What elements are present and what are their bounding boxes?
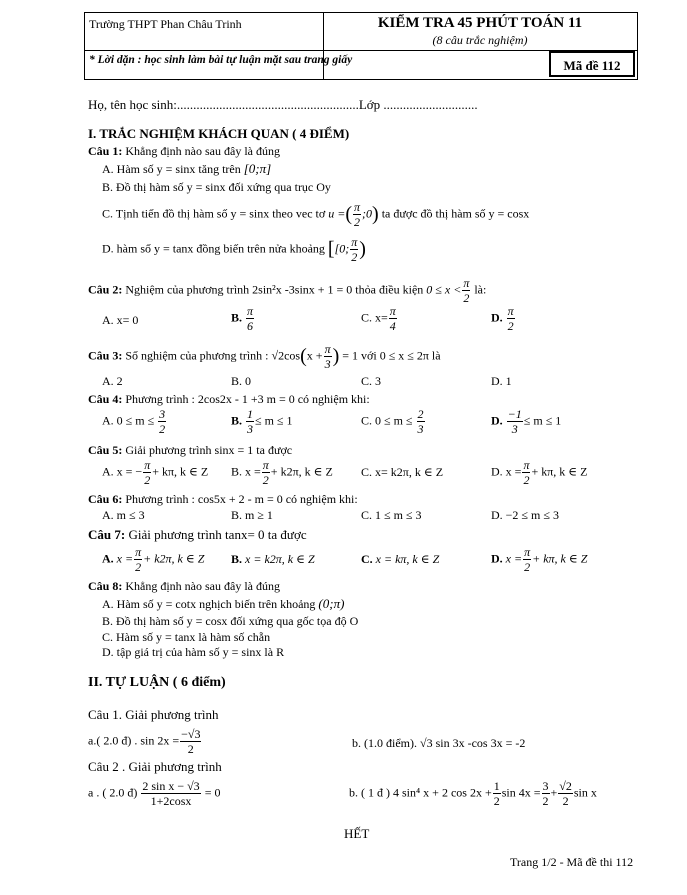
- question-7: [88, 527, 307, 543]
- part1-title: I. TRẮC NGHIỆM KHÁCH QUAN ( 4 ĐIỂM): [88, 126, 350, 141]
- fraction-num: π: [524, 545, 531, 559]
- equation: b. (1.0 điểm).: [352, 736, 417, 750]
- fraction: [180, 728, 201, 755]
- option-math: x =: [505, 551, 523, 566]
- fraction-den: 2: [507, 319, 514, 333]
- question-4: [88, 392, 370, 407]
- fraction-num: √2: [559, 779, 572, 793]
- fraction: [493, 780, 501, 807]
- option-letter: D.: [491, 310, 503, 325]
- q8-option-d: D. tập giá trị của hàm số y = sinx là R: [102, 645, 285, 659]
- equation: x +: [306, 348, 323, 363]
- q2-option-a: A. x= 0: [102, 313, 139, 327]
- q4-option-b: [231, 408, 293, 435]
- option-math: (0;π): [318, 596, 345, 611]
- question-label: Câu 2:: [88, 282, 123, 297]
- question-5: [88, 443, 292, 458]
- part2-q2a: [88, 780, 220, 807]
- fraction: [389, 305, 397, 332]
- question-1: [88, 144, 280, 159]
- q4-option-d: [491, 408, 561, 435]
- condition: 0 ≤ x <: [426, 282, 462, 297]
- question-label: Câu 3:: [88, 348, 123, 363]
- question-label: Câu 8:: [88, 579, 123, 593]
- fraction-den: 2: [187, 742, 194, 756]
- exam-title: KIỂM TRA 45 PHÚT TOÁN 11: [377, 15, 583, 31]
- question-text: Khẳng định nào sau đây là đúng: [125, 144, 280, 158]
- part2-q1a: [88, 728, 202, 755]
- option-text: D. x =: [491, 464, 522, 479]
- fraction-num: 2 sin x − √3: [142, 779, 200, 793]
- fraction-den: 2: [351, 250, 358, 264]
- q5-option-d: [491, 459, 588, 486]
- fraction-num: 1: [493, 779, 500, 793]
- q4-option-c: [361, 408, 426, 435]
- question-text: Giải phương trình sinx = 1 ta được: [125, 443, 293, 457]
- question-text: Giải phương trình tanx= 0 ta được: [128, 527, 307, 542]
- question-3: Câu 3: Số nghiệm của phương trình : √2cos(x + $\frac{\pi}{3}$ ) = 1 với 0 ≤ x ≤ 2π là: [88, 342, 441, 371]
- fraction-num: 3: [159, 407, 166, 421]
- part2-q2b: [349, 780, 597, 807]
- fraction: [134, 546, 142, 573]
- fraction-num: π: [262, 458, 269, 472]
- q2-option-d: [491, 305, 516, 332]
- option-letter: B.: [231, 552, 243, 566]
- q1-option-a: [102, 161, 271, 177]
- fraction-den: 2: [159, 422, 166, 436]
- part2-question-1: Câu 1. Giải phương trình: [88, 707, 219, 722]
- option-math: + k2π, k ∈ Z: [143, 551, 205, 566]
- fraction: [542, 780, 550, 807]
- fraction-num: 1: [247, 407, 254, 421]
- equation: = 0: [204, 785, 221, 800]
- fraction-den: 2: [562, 794, 569, 808]
- q7-option-c: [361, 552, 439, 567]
- fraction-den: 2: [524, 560, 531, 574]
- fraction: [523, 546, 531, 573]
- option-text: C. x=: [361, 310, 388, 325]
- question-text: Nghiệm của phương trình 2sin²x -3sinx + 1 = 0 thỏa điều kiện: [125, 282, 424, 297]
- fraction-num: π: [351, 235, 358, 249]
- q4-option-a: [102, 408, 167, 435]
- question-2: [88, 277, 486, 304]
- fraction-num: 3: [542, 779, 549, 793]
- fraction-num: −1: [507, 407, 522, 421]
- q1-option-d: D. hàm số y = tanx đồng biến trên nửa khoảng [[0; $\frac{\pi}{2}$ ): [102, 235, 366, 264]
- option-math: x =: [116, 551, 134, 566]
- school-name: Trường THPT Phan Châu Trinh: [89, 17, 242, 31]
- question-8: [88, 579, 280, 594]
- fraction-den: 6: [247, 319, 254, 333]
- q1-option-b: B. Đồ thị hàm số y = sinx đối xứng qua trục Oy: [102, 180, 331, 194]
- q5-option-b: [231, 459, 333, 486]
- option-letter: D.: [491, 551, 503, 566]
- equation: sin x: [573, 785, 597, 800]
- q7-option-b: [231, 552, 315, 567]
- option-math: [0;π]: [243, 161, 272, 176]
- option-text: + kπ, k ∈ Z: [531, 464, 588, 479]
- fraction: [558, 780, 573, 807]
- fraction: [522, 459, 530, 486]
- option-text: + kπ, k ∈ Z: [152, 464, 209, 479]
- question-label: Câu 4:: [88, 392, 123, 406]
- fraction: [350, 236, 358, 263]
- fraction-den: 3: [511, 422, 518, 436]
- option-text: ta được đồ thị hàm số y = cosx: [381, 206, 530, 221]
- option-text: B. x =: [231, 464, 261, 479]
- fraction-den: 1+2cosx: [150, 794, 192, 808]
- fraction-den: 3: [324, 357, 331, 371]
- option-math: [0;: [334, 241, 350, 256]
- exam-note: * Lời dặn : học sinh làm bài tự luận mặt sau trang giấy: [89, 54, 353, 66]
- part2-q1b: [352, 736, 525, 751]
- fraction: [507, 305, 515, 332]
- fraction-den: 2: [135, 560, 142, 574]
- equation: a . ( 2.0 đ): [88, 785, 138, 800]
- q3-option-a: A. 2: [102, 374, 123, 388]
- option-letter: B.: [231, 310, 243, 325]
- fraction: [246, 408, 254, 435]
- option-text: A. Hàm số y = sinx tăng trên: [102, 162, 241, 176]
- page-footer: Trang 1/2 - Mã đề thi 112: [510, 855, 634, 869]
- exam-subtitle: (8 câu trắc nghiệm): [432, 33, 528, 47]
- equation: b. ( 1 đ ) 4 sin⁴ x + 2 cos 2x +: [349, 785, 492, 800]
- fraction: [353, 201, 361, 228]
- fraction-num: π: [354, 200, 361, 214]
- question-6: [88, 492, 358, 507]
- option-text: C. 0 ≤ m ≤: [361, 413, 413, 428]
- question-label: Câu 1:: [88, 144, 123, 158]
- question-label: Câu 5:: [88, 443, 123, 457]
- q6-option-c: C. 1 ≤ m ≤ 3: [361, 508, 422, 522]
- fraction-num: π: [144, 458, 151, 472]
- fraction-den: 2: [542, 794, 549, 808]
- option-text: A. 0 ≤ m ≤: [102, 413, 155, 428]
- fraction-den: 3: [247, 422, 254, 436]
- q5-option-a: [102, 459, 208, 486]
- q3-option-d: D. 1: [491, 374, 512, 388]
- fraction-den: 2: [523, 473, 530, 487]
- fraction: [246, 305, 254, 332]
- fraction-den: 2: [493, 794, 500, 808]
- option-text: + k2π, k ∈ Z: [270, 464, 333, 479]
- fraction-den: 3: [417, 422, 424, 436]
- equation: √2cos: [271, 348, 301, 363]
- fraction: [462, 277, 470, 304]
- end-marker: HẾT: [344, 826, 370, 841]
- vector-label: u =: [328, 206, 346, 221]
- option-text: ≤ m ≤ 1: [255, 413, 293, 428]
- part2-question-2: Câu 2 . Giải phương trình: [88, 759, 222, 774]
- question-text: Phương trình : 2cos2x - 1 +3 m = 0 có nghiệm khi:: [125, 392, 370, 406]
- fraction-num: π: [135, 545, 142, 559]
- question-text: Phương trình : cos5x + 2 - m = 0 có nghiệm khi:: [125, 492, 358, 506]
- fraction: [262, 459, 270, 486]
- fraction: [417, 408, 425, 435]
- equation: sin 4x =: [501, 785, 541, 800]
- option-text: A. x = −: [102, 464, 143, 479]
- q6-option-a: A. m ≤ 3: [102, 508, 145, 522]
- option-math: + kπ, k ∈ Z: [532, 551, 588, 566]
- q7-option-a: [102, 546, 204, 573]
- q6-option-d: D. −2 ≤ m ≤ 3: [491, 508, 559, 522]
- fraction-num: π: [463, 276, 470, 290]
- option-text: C. Tịnh tiến đồ thị hàm số y = sinx theo vec tơ: [102, 206, 326, 221]
- option-letter: B.: [231, 413, 243, 428]
- fraction-den: 2: [463, 291, 470, 305]
- part2-title: II. TỰ LUẬN ( 6 điểm): [88, 675, 226, 690]
- option-math: x = kπ, k ∈ Z: [375, 552, 440, 566]
- question-label: Câu 7:: [88, 527, 126, 542]
- equation: +: [550, 785, 558, 800]
- equation: a.( 2.0 đ) . sin 2x =: [88, 733, 180, 748]
- student-line: Họ, tên học sinh:........................................................Lớp .............................: [88, 97, 478, 112]
- q6-option-b: B. m ≥ 1: [231, 508, 273, 522]
- exam-header: [84, 12, 638, 80]
- fraction: [324, 343, 332, 370]
- option-text: ≤ m ≤ 1: [523, 413, 562, 428]
- fraction-num: π: [389, 304, 396, 318]
- fraction-num: π: [523, 458, 530, 472]
- exam-code: Mã đề 112: [549, 51, 635, 77]
- fraction-den: 4: [389, 319, 396, 333]
- fraction-num: π: [324, 342, 331, 356]
- option-letter: A.: [102, 551, 114, 566]
- option-text: A. Hàm số y = cotx nghịch biến trên khoảng: [102, 597, 316, 611]
- fraction: [158, 408, 166, 435]
- q5-option-c: C. x= k2π, k ∈ Z: [361, 465, 444, 479]
- question-text: Số nghiệm của phương trình :: [125, 348, 269, 363]
- option-letter: D.: [491, 413, 503, 428]
- fraction-den: 2: [354, 215, 360, 229]
- question-text: là:: [474, 282, 487, 297]
- fraction-num: −√3: [181, 727, 201, 741]
- q8-option-a: [102, 596, 344, 612]
- fraction: [141, 780, 200, 807]
- fraction-num: 2: [417, 407, 424, 421]
- fraction-num: π: [507, 304, 514, 318]
- option-letter: C.: [361, 552, 373, 566]
- fraction-den: 2: [262, 473, 269, 487]
- fraction: [143, 459, 151, 486]
- option-text: D. hàm số y = tanx đồng biến trên nửa khoảng: [102, 241, 325, 256]
- q3-option-b: B. 0: [231, 374, 252, 388]
- q7-option-d: [491, 546, 587, 573]
- option-math: x = k2π, k ∈ Z: [245, 552, 315, 566]
- fraction-den: 2: [144, 473, 151, 487]
- fraction-num: π: [247, 304, 254, 318]
- q1-option-c: C. Tịnh tiến đồ thị hàm số y = sinx theo vec tơ u =( $\frac{\pi}{2}$ ;0) ta được đồ thị hàm số y = cosx: [102, 200, 530, 229]
- equation: √3 sin 3x -cos 3x = -2: [420, 736, 526, 750]
- equation: = 1 với 0 ≤ x ≤ 2π là: [342, 348, 441, 363]
- q8-option-c: C. Hàm số y = tanx là hàm số chẵn: [102, 630, 271, 644]
- question-text: Khẳng định nào sau đây là đúng: [125, 579, 280, 593]
- q2-option-b: [231, 305, 255, 332]
- q8-option-b: B. Đồ thị hàm số y = cosx đối xứng qua gốc tọa độ O: [102, 614, 359, 628]
- q2-option-c: [361, 305, 398, 332]
- question-label: Câu 6:: [88, 492, 123, 506]
- q3-option-c: C. 3: [361, 374, 382, 388]
- fraction: [507, 408, 523, 435]
